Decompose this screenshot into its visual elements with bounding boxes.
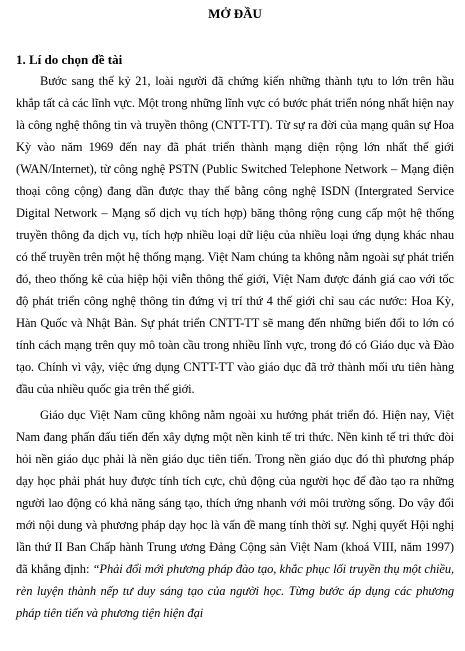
- paragraph-2: [16, 404, 454, 624]
- paragraph-2-quote: “Phải đổi mới phương pháp đào tạo, khắc phục lối truyền thụ một chiều, rèn luyện thành nếp tư duy sáng tạo của người học. Từng bước áp dụng các phương pháp tiên tiến và phương tiện hiện đại: [16, 562, 455, 620]
- document-title: MỞ ĐẦU: [208, 6, 262, 21]
- section-heading: 1. Lí do chọn đề tài: [16, 52, 123, 67]
- paragraph-2-text: Giáo dục Việt Nam cũng không nằm ngoài xu hướng phát triển đó. Hiện nay, Việt Nam đang phấn đấu tiến đến xây dựng một nền kinh tế tri thức. Nền kinh tế tri thức đòi hỏi nền giáo dục phải là nền giáo dục tiên tiến. Trong nền giáo dục đó thì phương pháp dạy học phải phát huy được tính tích cực, chủ động của người học để đào tạo ra những người lao động có khả năng sáng tạo, thích ứng nhanh với môi trường sống. Do vậy đổi mới nội dung và phương pháp dạy học là vấn đề mang tính thời sự. Nghị quyết Hội nghị lần thứ II Ban Chấp hành Trung ương Đảng Cộng sản Việt Nam (khoá VIII, năm 1997) đã khẳng định:: [16, 408, 454, 576]
- paragraph-1: Bước sang thế kỷ 21, loài người đã chứng kiến những thành tựu to lớn trên hầu khắp tất cả các lĩnh vực. Một trong những lĩnh vực có bước phát triển nóng nhất hiện nay là công nghệ thông tin và truyền thông (CNTT-TT). Từ sự ra đời của mạng quân sự Hoa Kỳ vào năm 1969 đến nay đã phát triển thành mạng diện rộng lớn nhất thế giới (WAN/Internet), từ công nghệ PSTN (Public Switched Telephone Network – Mạng điện thoại công cộng) đang dần được thay thế bằng công nghệ ISDN (Intergrated Service Digital Network – Mạng số dịch vụ tích hợp) băng thông rộng cung cấp một hệ thống truyền thông đa dịch vụ, tích hợp nhiều loại dữ liệu của nhiều loại ứng dụng khác nhau có thể truyền trên một hệ thống mạng. Việt Nam chúng ta không nằm ngoài sự phát triển đó, theo thống kê của hiệp hội viễn thông thế giới, Việt Nam được đánh giá cao với tốc độ phát triển công nghệ thông tin đứng vị trí thứ 4 thế giới chỉ sau các nước: Hoa Kỳ, Hàn Quốc và Nhật Bản. Sự phát triển CNTT-TT sẽ mang đến những biến đổi to lớn có tính cách mạng trên quy mô toàn cầu trong nhiều lĩnh vực, trong đó có Giáo dục và Đào tạo. Chính vì vậy, việc ứng dụng CNTT-TT vào giáo dục đã trở thành mối ưu tiên hàng đầu của nhiều quốc gia trên thế giới.: [16, 74, 454, 396]
